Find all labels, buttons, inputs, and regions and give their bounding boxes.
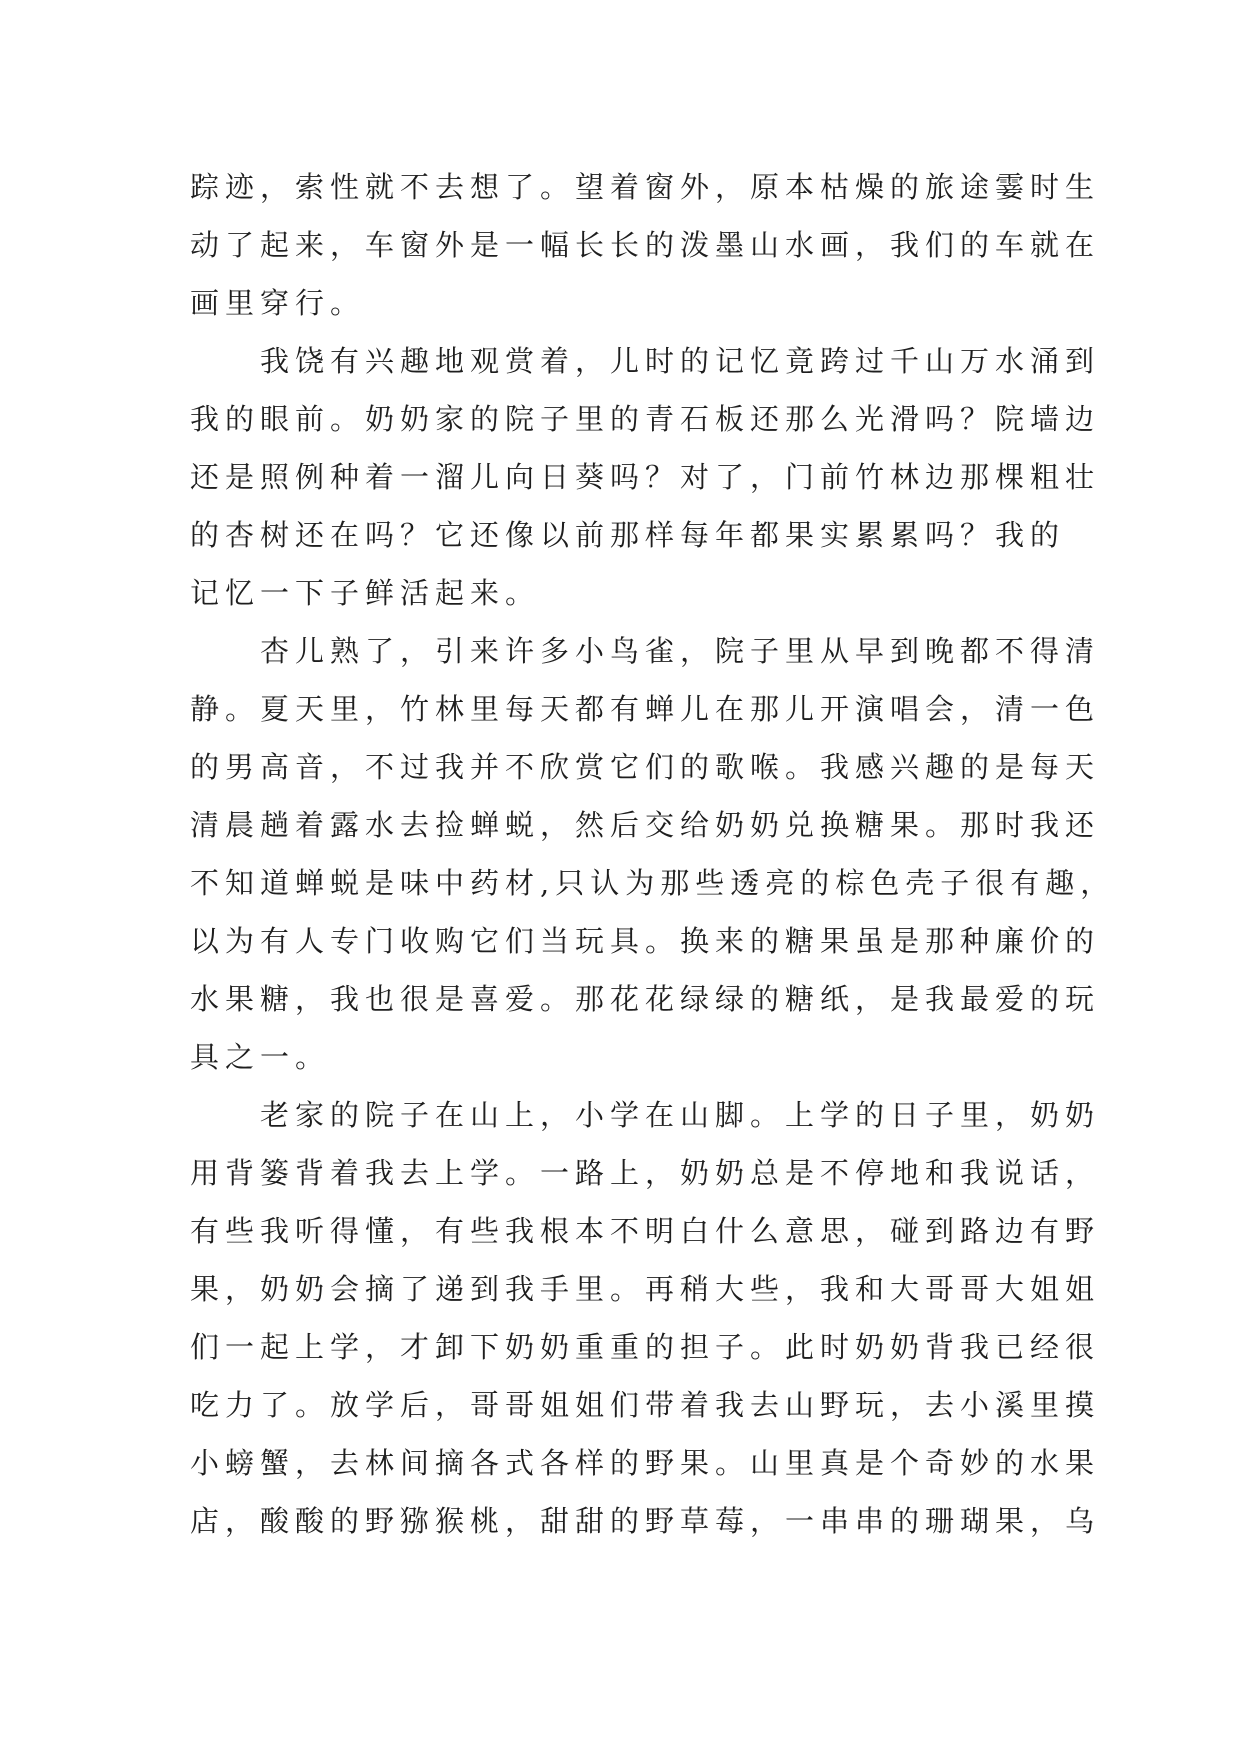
text-line: 具之一。 xyxy=(190,1040,331,1074)
text-line: 还是照例种着一溜儿向日葵吗？对了，门前竹林边那棵粗壮 xyxy=(190,460,1101,494)
document-body xyxy=(190,158,1116,1550)
text-line: 吃力了。放学后，哥哥姐姐们带着我去山野玩，去小溪里摸 xyxy=(190,1388,1101,1422)
paragraph-4 xyxy=(190,1086,1101,1550)
text-line: 老家的院子在山上，小学在山脚。上学的日子里，奶奶 xyxy=(260,1098,1101,1132)
text-line: 的杏树还在吗？它还像以前那样每年都果实累累吗？我的 xyxy=(190,518,1066,552)
text-line: 杏儿熟了，引来许多小鸟雀，院子里从早到晚都不得清 xyxy=(260,634,1101,668)
text-line: 记忆一下子鲜活起来。 xyxy=(190,576,541,610)
text-line: 有些我听得懂，有些我根本不明白什么意思，碰到路边有野 xyxy=(190,1214,1101,1248)
text-line: 小螃蟹，去林间摘各式各样的野果。山里真是个奇妙的水果 xyxy=(190,1446,1101,1480)
paragraph-2 xyxy=(190,332,1101,622)
text-line: 不知道蝉蜕是味中药材,只认为那些透亮的棕色壳子很有趣， xyxy=(190,866,1116,900)
text-line: 我的眼前。奶奶家的院子里的青石板还那么光滑吗？院墙边 xyxy=(190,402,1101,436)
text-line: 店，酸酸的野猕猴桃，甜甜的野草莓，一串串的珊瑚果，乌 xyxy=(190,1504,1101,1538)
text-line: 画里穿行。 xyxy=(190,286,366,320)
text-line: 动了起来，车窗外是一幅长长的泼墨山水画，我们的车就在 xyxy=(190,228,1101,262)
text-line: 以为有人专门收购它们当玩具。换来的糖果虽是那种廉价的 xyxy=(190,924,1101,958)
paragraph-1 xyxy=(190,158,1101,332)
text-line: 静。夏天里，竹林里每天都有蝉儿在那儿开演唱会，清一色 xyxy=(190,692,1101,726)
text-line: 踪迹，索性就不去想了。望着窗外，原本枯燥的旅途霎时生 xyxy=(190,170,1101,204)
text-line: 们一起上学，才卸下奶奶重重的担子。此时奶奶背我已经很 xyxy=(190,1330,1101,1364)
text-line: 的男高音，不过我并不欣赏它们的歌喉。我感兴趣的是每天 xyxy=(190,750,1101,784)
text-line: 水果糖，我也很是喜爱。那花花绿绿的糖纸，是我最爱的玩 xyxy=(190,982,1101,1016)
text-line: 清晨趟着露水去捡蝉蜕，然后交给奶奶兑换糖果。那时我还 xyxy=(190,808,1101,842)
text-line: 果，奶奶会摘了递到我手里。再稍大些，我和大哥哥大姐姐 xyxy=(190,1272,1101,1306)
paragraph-3 xyxy=(190,622,1116,1086)
text-line: 用背篓背着我去上学。一路上，奶奶总是不停地和我说话， xyxy=(190,1156,1101,1190)
text-line: 我饶有兴趣地观赏着，儿时的记忆竟跨过千山万水涌到 xyxy=(260,344,1101,378)
